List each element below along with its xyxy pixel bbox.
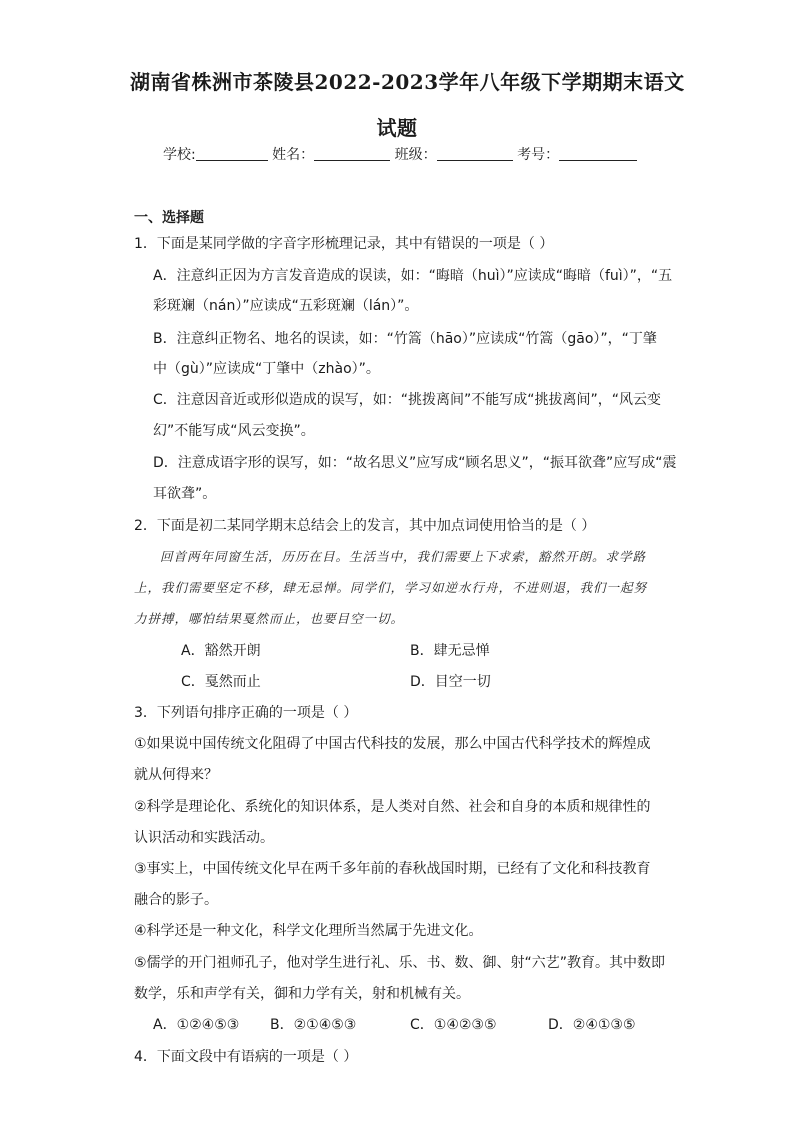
q1-option-d-line1: D．注意成语字形的误写，如：“故名思义”应写成“顾名思义”，“振耳欲聋”应写成“震 [153, 455, 677, 471]
q2-passage-line2: 上，我们需要坚定不移，肆无忌惮。同学们，学习如逆水行舟，不进则退，我们一起努 [134, 580, 648, 595]
q1-option-b-line1: B．注意纠正物名、地名的误读，如：“竹篙（hāo）”应读成“竹篙（gāo）”，“丁肇 [153, 331, 657, 347]
q2-passage-line1: 回首两年同窗生活，历历在目。生活当中，我们需要上下求索，豁然开朗。求学路 [160, 549, 647, 564]
q3-sentence3-line2: 融合的影子。 [134, 892, 218, 908]
q1-option-b-line2: 中（gù）”应读成“丁肇中（zhào）”。 [153, 361, 380, 377]
q3-sentence1-line2: 就从何得来？ [134, 767, 218, 783]
q3-sentence2-line2: 认识活动和实践活动。 [134, 830, 274, 846]
school-label: 学校: [163, 147, 196, 163]
q1-option-a-line2: 彩斑斓（nán）”应读成“五彩斑斓（lán）”。 [153, 298, 419, 314]
q2-stem: 2．下面是初二某同学期末总结会上的发言，其中加点词使用恰当的是（ ） [134, 518, 596, 534]
section-heading: 一、选择题 [134, 210, 204, 226]
q3-sentence4: ④科学还是一种文化，科学文化理所当然属于先进文化。 [134, 923, 483, 939]
class-label: 班级： [394, 147, 437, 163]
page-title-line2: 试题 [376, 116, 418, 140]
q3-option-a[interactable]: A．①②④⑤③ [153, 1017, 240, 1033]
school-field[interactable] [196, 146, 268, 161]
q1-stem: 1．下面是某同学做的字音字形梳理记录，其中有错误的一项是（ ） [134, 236, 554, 252]
q2-option-c[interactable]: C．戛然而止 [181, 674, 261, 690]
q3-option-b[interactable]: B．②①④⑤③ [270, 1017, 357, 1033]
q2-option-a[interactable]: A．豁然开朗 [181, 643, 261, 659]
q2-passage-line3: 力拼搏，哪怕结果戛然而止，也要目空一切。 [134, 611, 405, 626]
number-field[interactable] [559, 146, 637, 161]
q2-option-b[interactable]: B．肆无忌惮 [410, 643, 490, 659]
q3-sentence1-line1: ①如果说中国传统文化阻碍了中国古代科技的发展，那么中国古代科学技术的辉煌成 [134, 736, 651, 752]
q3-sentence5-line2: 数学，乐和声学有关，御和力学有关，射和机械有关。 [134, 986, 470, 1002]
name-field[interactable] [314, 146, 390, 161]
q1-option-c-line1: C．注意因音近或形似造成的误写，如：“挑拨离间”不能写成“挑拔离间”，“风云变 [153, 392, 662, 408]
number-label: 考号： [517, 147, 560, 163]
q3-option-d[interactable]: D．②④①③⑤ [548, 1017, 636, 1033]
q3-sentence3-line1: ③事实上，中国传统文化早在两千多年前的春秋战国时期，已经有了文化和科技教育 [134, 861, 651, 877]
q1-option-a-line1: A．注意纠正因为方言发音造成的误读，如：“晦暗（huì）”应读成“晦暗（fuì）”，“五 [153, 268, 673, 284]
class-field[interactable] [437, 146, 513, 161]
q1-option-c-line2: 幻”不能写成“风云变换”。 [153, 423, 315, 439]
q2-option-d[interactable]: D．目空一切 [410, 674, 491, 690]
q3-option-c[interactable]: C．①④②③⑤ [410, 1017, 497, 1033]
q3-sentence5-line1: ⑤儒学的开门祖师孔子，他对学生进行礼、乐、书、数、御、射“六艺”教育。其中数即 [134, 955, 666, 971]
name-label: 姓名： [272, 147, 315, 163]
student-info-row [163, 144, 637, 164]
q3-sentence2-line1: ②科学是理论化、系统化的知识体系，是人类对自然、社会和自身的本质和规律性的 [134, 799, 651, 815]
q3-stem: 3．下列语句排序正确的一项是（ ） [134, 705, 358, 721]
q4-stem: 4．下面文段中有语病的一项是（ ） [134, 1049, 358, 1065]
q1-option-d-line2: 耳欲聋”。 [153, 486, 217, 502]
page-title-line1: 湖南省株洲市茶陵县2022-2023学年八年级下学期期末语文 [130, 70, 685, 94]
